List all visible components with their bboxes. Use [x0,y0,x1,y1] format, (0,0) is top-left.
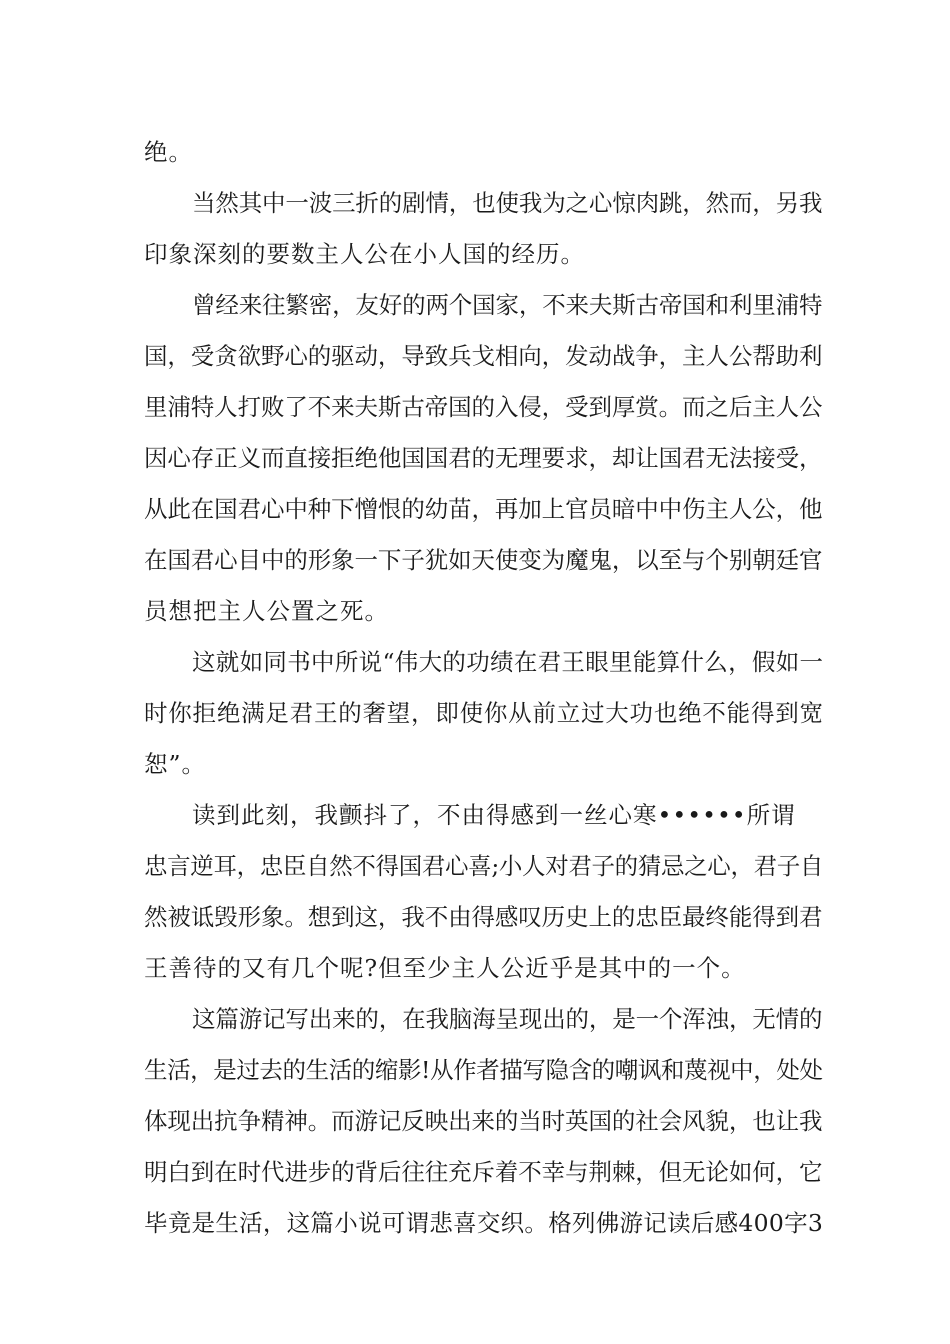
paragraph-5-line-4: 毕竟是生活，这篇小说可谓悲喜交织。格列佛游记读后感400字3 [144,1209,824,1237]
paragraph-2-line-1: 国，受贪欲野心的驱动，导致兵戈相向，发动战争，主人公帮助利 [144,342,823,370]
paragraph-3-line-2: 恕”。 [144,750,207,778]
paragraph-4-line-3: 王善待的又有几个呢?但至少主人公近乎是其中的一个。 [144,954,746,982]
paragraph-2-line-3: 因心存正义而直接拒绝他国国君的无理要求，却让国君无法接受， [144,444,823,472]
paragraph-4-line-2: 然被诋毁形象。想到这，我不由得感叹历史上的忠臣最终能得到君 [144,903,823,931]
paragraph-2-line-4: 从此在国君心中种下憎恨的幼苗，再加上官员暗中中伤主人公，他 [144,495,823,523]
paragraph-4-line-1: 忠言逆耳，忠臣自然不得国君心喜;小人对君子的猜忌之心，君子自 [144,852,824,880]
paragraph-3-line-1: 时你拒绝满足君王的奢望，即使你从前立过大功也绝不能得到宽 [144,699,824,727]
paragraph-5-line-0: 这篇游记写出来的，在我脑海呈现出的，是一个浑浊，无情的 [192,1005,823,1033]
paragraph-1-line-1: 印象深刻的要数主人公在小人国的经历。 [144,240,585,268]
paragraph-5-line-1: 生活，是过去的生活的缩影!从作者描写隐含的嘲讽和蔑视中，处处 [144,1056,823,1084]
paragraph-2-line-6: 员想把主人公置之死。 [144,597,389,625]
paragraph-4-line-0: 读到此刻，我颤抖了，不由得感到一丝心寒••••••所谓 [192,801,796,829]
paragraph-2-line-0: 曾经来往繁密，友好的两个国家，不来夫斯古帝国和利里浦特 [192,291,823,319]
paragraph-5-line-3: 明白到在时代进步的背后往往充斥着不幸与荆棘，但无论如何，它 [144,1158,823,1186]
paragraph-2-line-2: 里浦特人打败了不来夫斯古帝国的入侵，受到厚赏。而之后主人公 [144,393,823,421]
paragraph-3-line-0: 这就如同书中所说“伟大的功绩在君王眼里能算什么，假如一 [192,648,824,676]
paragraph-0-line-0: 绝。 [144,138,193,166]
paragraph-1-line-0: 当然其中一波三折的剧情，也使我为之心惊肉跳，然而，另我 [192,189,823,217]
paragraph-2-line-5: 在国君心目中的形象一下子犹如天使变为魔鬼，以至与个别朝廷官 [144,546,823,574]
paragraph-5-line-2: 体现出抗争精神。而游记反映出来的当时英国的社会风貌，也让我 [144,1107,823,1135]
